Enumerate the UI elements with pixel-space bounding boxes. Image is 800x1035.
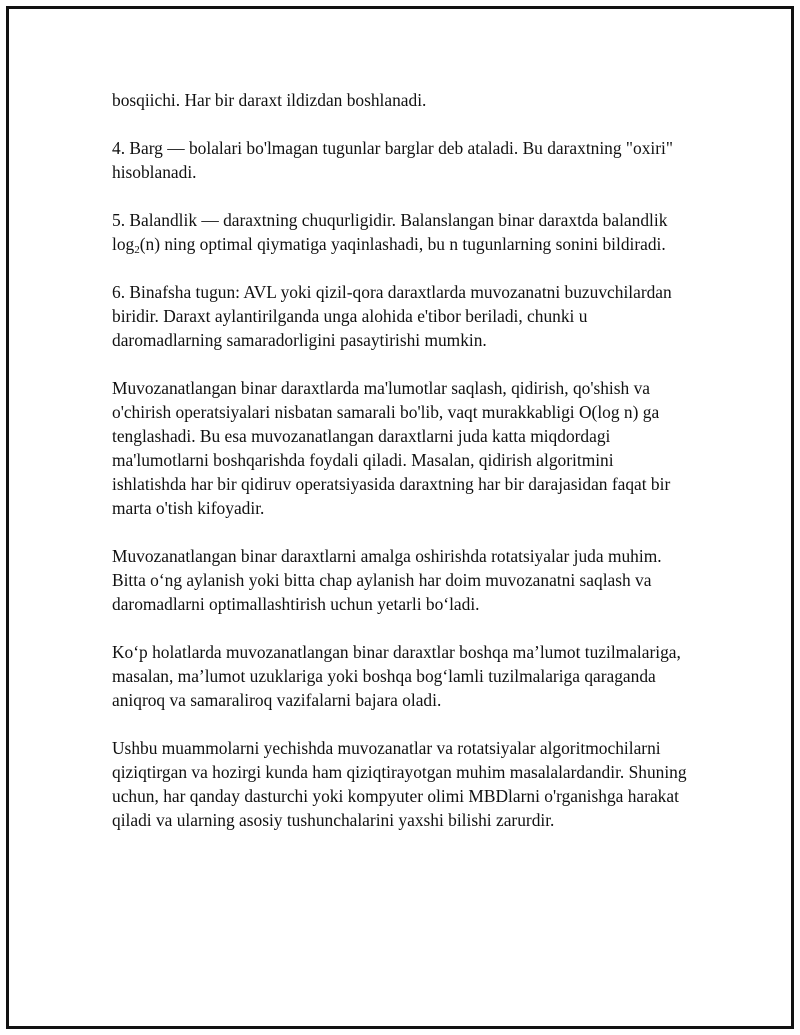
paragraph-rotations: Muvozanatlangan binar daraxtlarni amalga oshirishda rotatsiyalar juda muhim. Bitta o‘ng aylanish yoki bitta chap aylanish har doim muvozanatni saqlash va daromadlarni optimallashtirish uchun yetarli bo‘ladi.	[112, 546, 662, 614]
paragraph-intro: bosqiichi. Har bir daraxt ildizdan boshlanadi.	[112, 90, 427, 110]
paragraph-conclusion: Ushbu muammolarni yechishda muvozanatlar va rotatsiyalar algoritmochilarni qiziqtirgan va hozirgi kunda ham qiziqtirayotgan muhim masalalardandir. Shuning uchun, har qanday dasturchi yoki kompyuter olimi MBDlarni o'rganishga harakat qiladi va ularning asosiy tushunchalarini yaxshi bilishi zarurdir.	[112, 738, 687, 830]
paragraph-comparison: Ko‘p holatlarda muvozanatlangan binar daraxtlar boshqa ma’lumot tuzilmalariga, masalan, ma’lumot uzuklariga yoki boshqa bog‘lamli tuzilmalariga qaraganda aniqroq va samaraliroq vazifalarni bajara oladi.	[112, 642, 681, 710]
balandlik-text-after: (n) ning optimal qiymatiga yaqinlashadi, bu n tugunlarning sonini bildiradi.	[139, 234, 666, 254]
paragraph-barg: 4. Barg — bolalari bo'lmagan tugunlar barglar deb ataladi. Bu daraxtning "oxiri" hisoblanadi.	[112, 138, 673, 182]
log-base-subscript: 2	[134, 244, 140, 256]
document-body	[112, 88, 692, 856]
paragraph-operations: Muvozanatlangan binar daraxtlarda ma'lumotlar saqlash, qidirish, qo'shish va o'chirish operatsiyalari nisbatan samarali bo'lib, vaqt murakkabligi O(log n) ga tenglashadi. Bu esa muvozanatlangan daraxtlarni juda katta miqdordagi ma'lumotlarni boshqarishda foydali qiladi. Masalan, qidirish algoritmini ishlatishda har bir qidiruv operatsiyasida daraxtning har bir darajasidan faqat bir marta o'tish kifoyadir.	[112, 378, 671, 518]
balandlik-text-before: 5. Balandlik — daraxtning chuqurligidir. Balanslangan binar daraxtda balandlik log	[112, 210, 668, 254]
paragraph-binafsha-tugun: 6. Binafsha tugun: AVL yoki qizil-qora daraxtlarda muvozanatni buzuvchilardan biridir. Daraxt aylantirilganda unga alohida e'tibor beriladi, chunki u daromadlarning samaradorligini pasaytirishi mumkin.	[112, 282, 672, 350]
paragraph-balandlik	[112, 208, 692, 256]
